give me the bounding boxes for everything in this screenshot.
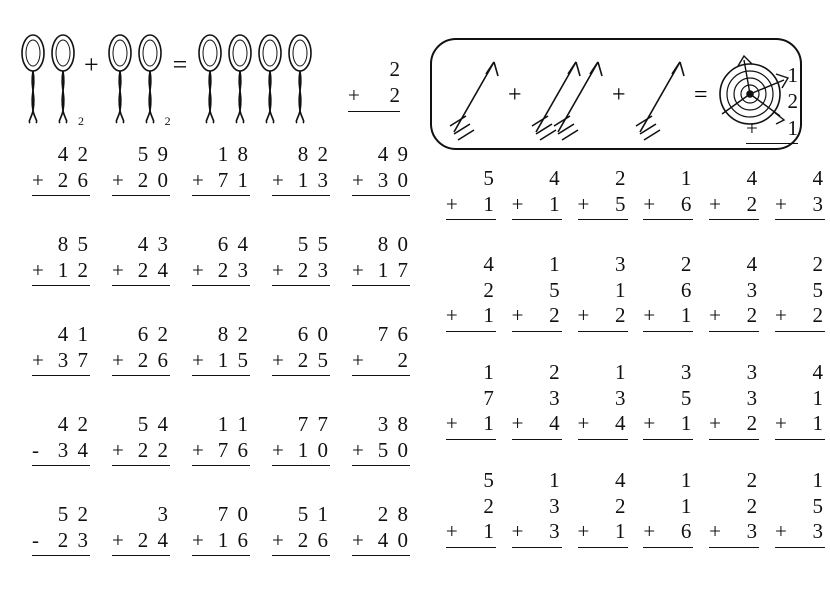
- problem-cell[interactable]: [250, 134, 330, 224]
- answer-rule: [709, 547, 759, 548]
- mini-problem-rule: [746, 143, 798, 144]
- answer-rule: [578, 331, 628, 332]
- problem-cell[interactable]: [562, 460, 628, 568]
- addend-top: 1 8: [217, 142, 250, 166]
- answer-rule: [32, 195, 90, 196]
- illustration-plus-sign: +: [84, 50, 99, 79]
- answer-rule: [446, 439, 496, 440]
- addend-bottom: 1: [483, 191, 496, 216]
- left-worksheet-column: [10, 24, 410, 584]
- operator: +: [445, 411, 458, 436]
- answer-rule: [112, 375, 170, 376]
- operator: +: [775, 519, 787, 544]
- addend-3: 2: [746, 411, 760, 436]
- addend-1: 1: [483, 360, 496, 384]
- addend-1: 5: [483, 468, 496, 492]
- answer-rule: [709, 219, 759, 220]
- operator: +: [577, 191, 590, 216]
- addend-3: 6: [680, 519, 694, 544]
- answer-rule: [775, 331, 825, 332]
- operator: +: [352, 437, 364, 462]
- spoon-icon: [48, 33, 84, 128]
- operator: +: [709, 519, 721, 544]
- answer-rule: [272, 285, 330, 286]
- addend-3: 1: [483, 411, 496, 436]
- problem-cell[interactable]: [430, 244, 496, 352]
- answer-rule: [32, 555, 90, 556]
- answer-rule: [446, 331, 496, 332]
- addend-bottom: 2 6: [297, 527, 330, 552]
- addend-bottom: 2: [746, 191, 760, 216]
- addend-top: 4 2: [57, 142, 90, 166]
- addend-2: 5: [812, 493, 825, 518]
- addend-1: 4: [812, 360, 825, 384]
- answer-rule: [192, 195, 250, 196]
- addend-1: 4: [746, 252, 760, 276]
- problem-cell[interactable]: [330, 494, 410, 584]
- right-problem-grid-three-addends: [430, 244, 825, 568]
- addend-2: 2: [483, 277, 496, 302]
- mini-problem-line2: 2: [787, 89, 798, 114]
- answer-rule: [512, 219, 562, 220]
- spoon-icon: [18, 33, 48, 125]
- addend-2: 3: [549, 493, 562, 518]
- group1-count-label: 2: [78, 114, 84, 128]
- addend-2: 3: [746, 277, 760, 302]
- addend-2: 5: [549, 277, 562, 302]
- problem-cell[interactable]: [430, 352, 496, 460]
- problem-cell[interactable]: [170, 494, 250, 584]
- spoon-icon: [255, 33, 285, 125]
- addend-3: 2: [812, 303, 825, 328]
- addend-bottom: 6: [680, 191, 694, 216]
- addend-bottom: 2 3: [57, 527, 90, 552]
- plus-sign-2: +: [612, 82, 626, 108]
- operator: +: [775, 411, 787, 436]
- operator: +: [192, 167, 204, 192]
- addend-2: 2: [483, 493, 496, 518]
- addend-3: 1: [615, 519, 628, 544]
- problem-cell[interactable]: [170, 404, 250, 494]
- addend-top: 6 4: [217, 232, 250, 256]
- answer-rule: [578, 439, 628, 440]
- addend-top: 6 0: [297, 322, 330, 346]
- arrows-target-illustration: [430, 38, 802, 150]
- problem-cell[interactable]: [693, 460, 759, 568]
- addend-1: 3: [746, 360, 760, 384]
- addend-2: 3: [615, 385, 628, 410]
- addend-bottom: 2 5: [297, 347, 330, 372]
- problem-cell[interactable]: [10, 404, 90, 494]
- addend-top: 4: [549, 166, 562, 190]
- right-worksheet-column: [430, 24, 825, 584]
- plus-sign-1: +: [508, 82, 522, 108]
- equals-sign: =: [694, 82, 708, 108]
- operator: +: [445, 303, 458, 328]
- illustration-mini-problem: [746, 62, 798, 144]
- addend-top: 7 7: [297, 412, 330, 436]
- operator: +: [775, 191, 787, 216]
- spoon-icon: [195, 33, 225, 125]
- operator: +: [511, 191, 524, 216]
- operator: +: [445, 191, 458, 216]
- problem-cell[interactable]: [496, 158, 562, 244]
- addend-2: 1: [615, 277, 628, 302]
- addend-top: 3 8: [377, 412, 410, 436]
- operator: +: [643, 191, 656, 216]
- answer-rule: [32, 375, 90, 376]
- spoon-icon: [135, 33, 171, 128]
- operator: +: [511, 303, 524, 328]
- addend-bottom: 2 4: [137, 257, 170, 282]
- addend-bottom: 1 2: [57, 257, 90, 282]
- answer-rule: [643, 547, 693, 548]
- addend-2: 5: [812, 277, 825, 302]
- addend-3: 2: [746, 303, 760, 328]
- problem-cell[interactable]: [628, 460, 694, 568]
- addend-3: 4: [615, 411, 628, 436]
- problem-cell[interactable]: [10, 134, 90, 224]
- answer-rule: [112, 285, 170, 286]
- operator: +: [192, 527, 204, 552]
- addend-bottom: 2 6: [57, 167, 90, 192]
- operator: +: [272, 527, 284, 552]
- addend-top: 5 4: [137, 412, 170, 436]
- addend-bottom: 3 4: [57, 437, 90, 462]
- problem-cell[interactable]: [170, 224, 250, 314]
- addend-3: 1: [812, 411, 825, 436]
- answer-rule: [775, 439, 825, 440]
- problem-cell[interactable]: [90, 224, 170, 314]
- addend-bottom: 7 6: [217, 437, 250, 462]
- addend-bottom: 2 3: [297, 257, 330, 282]
- addend-bottom: 3: [812, 191, 825, 216]
- addend-top: 2: [615, 166, 628, 190]
- operator: +: [272, 347, 284, 372]
- problem-cell[interactable]: [562, 244, 628, 352]
- spoon-icon: [225, 33, 255, 125]
- addend-top: 8 0: [377, 232, 410, 256]
- answer-rule: [352, 465, 410, 466]
- answer-rule: [32, 465, 90, 466]
- operator: +: [112, 527, 124, 552]
- operator: +: [112, 167, 124, 192]
- operator: +: [112, 347, 124, 372]
- addend-top: 5: [483, 166, 496, 190]
- answer-rule: [709, 331, 759, 332]
- answer-rule: [192, 285, 250, 286]
- addend-top: 4: [746, 166, 760, 190]
- addend-1: 2: [812, 252, 825, 276]
- addend-1: 2: [680, 252, 694, 276]
- addend-2: 2: [615, 493, 628, 518]
- answer-rule: [643, 219, 693, 220]
- answer-rule: [578, 547, 628, 548]
- answer-rule: [272, 195, 330, 196]
- answer-rule: [32, 285, 90, 286]
- problem-cell[interactable]: [628, 244, 694, 352]
- addend-top: 1 1: [217, 412, 250, 436]
- operator: +: [352, 347, 364, 372]
- addend-top: 8 2: [217, 322, 250, 346]
- operator: +: [192, 257, 204, 282]
- group2-count-label: 2: [164, 114, 171, 128]
- addend-2: 3: [549, 385, 562, 410]
- addend-bottom: 2 2: [137, 437, 170, 462]
- answer-rule: [578, 219, 628, 220]
- mini-problem-line1: 1: [787, 63, 798, 87]
- addend-bottom: 1 6: [217, 527, 250, 552]
- operator: +: [352, 527, 364, 552]
- addend-bottom: 1 0: [297, 437, 330, 462]
- problem-cell[interactable]: [562, 158, 628, 244]
- operator: +: [32, 347, 44, 372]
- addend-2: 1: [680, 493, 694, 518]
- addend-bottom: 5 0: [377, 437, 410, 462]
- problem-cell[interactable]: [693, 158, 759, 244]
- problem-cell[interactable]: [250, 314, 330, 404]
- problem-cell[interactable]: [90, 404, 170, 494]
- addend-top: 3: [143, 502, 170, 526]
- operator: +: [577, 303, 590, 328]
- addend-3: 1: [680, 411, 694, 436]
- addend-bottom: 1 3: [297, 167, 330, 192]
- spoon-group-result: [195, 33, 315, 125]
- problem-cell[interactable]: [496, 352, 562, 460]
- problem-cell[interactable]: [250, 404, 330, 494]
- addend-top: 4 3: [137, 232, 170, 256]
- addend-top: 5 5: [297, 232, 330, 256]
- right-problem-grid-two-addends: [430, 158, 825, 244]
- problem-cell[interactable]: [693, 352, 759, 460]
- addend-bottom: 7 1: [217, 167, 250, 192]
- problem-cell[interactable]: [90, 314, 170, 404]
- spoon-icon: [285, 33, 315, 125]
- operator: +: [352, 257, 364, 282]
- problem-cell[interactable]: [759, 244, 825, 352]
- answer-rule: [112, 465, 170, 466]
- operator: +: [643, 519, 656, 544]
- problem-cell[interactable]: [759, 158, 825, 244]
- problem-cell[interactable]: [496, 460, 562, 568]
- operator: +: [511, 519, 524, 544]
- addend-top: 7 6: [377, 322, 410, 346]
- answer-rule: [272, 555, 330, 556]
- answer-rule: [643, 439, 693, 440]
- mini-problem-operator: +: [746, 115, 758, 140]
- mini-problem-operator: +: [348, 83, 360, 108]
- problem-cell[interactable]: [496, 244, 562, 352]
- addend-bottom: 5: [615, 191, 628, 216]
- problem-cell[interactable]: [90, 134, 170, 224]
- operator: +: [192, 347, 204, 372]
- operator: +: [775, 303, 787, 328]
- operator: +: [709, 303, 721, 328]
- problem-cell[interactable]: [330, 404, 410, 494]
- answer-rule: [446, 219, 496, 220]
- problem-cell[interactable]: [250, 224, 330, 314]
- operator: +: [192, 437, 204, 462]
- answer-rule: [775, 547, 825, 548]
- spoon-group-2: [105, 33, 171, 128]
- addend-3: 1: [483, 303, 496, 328]
- problem-cell[interactable]: [330, 224, 410, 314]
- addend-bottom: 2 6: [137, 347, 170, 372]
- problem-cell[interactable]: [10, 314, 90, 404]
- addend-1: 1: [549, 252, 562, 276]
- spoons-addition-illustration: [10, 24, 410, 134]
- addend-2: 6: [680, 277, 694, 302]
- operator: -: [32, 527, 39, 552]
- addend-1: 4: [483, 252, 496, 276]
- answer-rule: [192, 375, 250, 376]
- addend-bottom: 2: [383, 347, 410, 372]
- addend-2: 3: [746, 385, 760, 410]
- problem-cell[interactable]: [330, 134, 410, 224]
- problem-cell[interactable]: [170, 134, 250, 224]
- illustration-mini-problem: [348, 56, 400, 112]
- addend-bottom: 3 0: [377, 167, 410, 192]
- addend-2: 2: [746, 493, 760, 518]
- addend-top: 4 1: [57, 322, 90, 346]
- answer-rule: [709, 439, 759, 440]
- addend-1: 1: [812, 468, 825, 492]
- addend-top: 2 8: [377, 502, 410, 526]
- addend-2: 1: [812, 385, 825, 410]
- problem-cell[interactable]: [759, 352, 825, 460]
- problem-cell[interactable]: [628, 352, 694, 460]
- problem-cell[interactable]: [330, 314, 410, 404]
- addend-3: 3: [549, 519, 562, 544]
- operator: +: [272, 257, 284, 282]
- problem-cell[interactable]: [10, 224, 90, 314]
- addend-3: 3: [746, 519, 760, 544]
- answer-rule: [112, 195, 170, 196]
- mini-problem-bottom: 2: [389, 83, 400, 108]
- answer-rule: [272, 375, 330, 376]
- mini-problem-top: 2: [389, 57, 400, 81]
- addend-3: 4: [549, 411, 562, 436]
- addend-1: 1: [549, 468, 562, 492]
- addend-top: 7 0: [217, 502, 250, 526]
- answer-rule: [512, 439, 562, 440]
- addend-3: 2: [615, 303, 628, 328]
- illustration-equals-sign: =: [172, 50, 188, 79]
- addend-top: 1: [680, 166, 694, 190]
- addend-bottom: 1 5: [217, 347, 250, 372]
- addend-top: 8 2: [297, 142, 330, 166]
- addend-top: 8 5: [57, 232, 90, 256]
- answer-rule: [512, 331, 562, 332]
- problem-cell[interactable]: [759, 460, 825, 568]
- addend-3: 2: [549, 303, 562, 328]
- spoon-group-1: [18, 33, 84, 128]
- addend-top: 4: [812, 166, 825, 190]
- problem-cell[interactable]: [250, 494, 330, 584]
- addend-1: 2: [549, 360, 562, 384]
- problem-cell[interactable]: [562, 352, 628, 460]
- operator: +: [32, 167, 44, 192]
- addend-bottom: 1 7: [377, 257, 410, 282]
- answer-rule: [352, 555, 410, 556]
- problem-cell[interactable]: [430, 158, 496, 244]
- answer-rule: [112, 555, 170, 556]
- answer-rule: [272, 465, 330, 466]
- answer-rule: [352, 195, 410, 196]
- addend-top: 6 2: [137, 322, 170, 346]
- answer-rule: [192, 555, 250, 556]
- operator: +: [709, 411, 721, 436]
- answer-rule: [352, 375, 410, 376]
- addend-1: 4: [615, 468, 628, 492]
- addend-1: 3: [680, 360, 694, 384]
- operator: +: [445, 519, 458, 544]
- operator: +: [643, 411, 656, 436]
- addend-1: 1: [680, 468, 694, 492]
- problem-cell[interactable]: [693, 244, 759, 352]
- addend-bottom: 2 3: [217, 257, 250, 282]
- addend-1: 1: [615, 360, 628, 384]
- addend-3: 1: [483, 519, 496, 544]
- addend-bottom: 2 0: [137, 167, 170, 192]
- addend-top: 5 9: [137, 142, 170, 166]
- addend-2: 7: [483, 385, 496, 410]
- problem-cell[interactable]: [90, 494, 170, 584]
- mini-problem-rule: [348, 111, 400, 112]
- operator: +: [32, 257, 44, 282]
- operator: +: [511, 411, 524, 436]
- problem-cell[interactable]: [10, 494, 90, 584]
- addend-top: 4 9: [377, 142, 410, 166]
- spoon-icon: [105, 33, 135, 125]
- addend-top: 4 2: [57, 412, 90, 436]
- answer-rule: [643, 331, 693, 332]
- addend-top: 5 2: [57, 502, 90, 526]
- operator: -: [32, 437, 39, 462]
- problem-cell[interactable]: [628, 158, 694, 244]
- addend-3: 1: [680, 303, 694, 328]
- answer-rule: [352, 285, 410, 286]
- addend-bottom: 4 0: [377, 527, 410, 552]
- operator: +: [112, 257, 124, 282]
- operator: +: [272, 167, 284, 192]
- left-problem-grid: [10, 134, 410, 584]
- addend-2: 5: [680, 385, 694, 410]
- problem-cell[interactable]: [430, 460, 496, 568]
- addend-3: 3: [812, 519, 825, 544]
- mini-problem-line3: 1: [787, 115, 798, 140]
- addend-1: 3: [615, 252, 628, 276]
- operator: +: [112, 437, 124, 462]
- addend-top: 5 1: [297, 502, 330, 526]
- operator: +: [643, 303, 656, 328]
- answer-rule: [446, 547, 496, 548]
- problem-cell[interactable]: [170, 314, 250, 404]
- addend-bottom: 3 7: [57, 347, 90, 372]
- addend-bottom: 1: [549, 191, 562, 216]
- operator: +: [577, 519, 590, 544]
- answer-rule: [775, 219, 825, 220]
- answer-rule: [512, 547, 562, 548]
- operator: +: [709, 191, 721, 216]
- operator: +: [352, 167, 364, 192]
- addend-1: 2: [746, 468, 760, 492]
- operator: +: [272, 437, 284, 462]
- answer-rule: [192, 465, 250, 466]
- operator: +: [577, 411, 590, 436]
- addend-bottom: 2 4: [137, 527, 170, 552]
